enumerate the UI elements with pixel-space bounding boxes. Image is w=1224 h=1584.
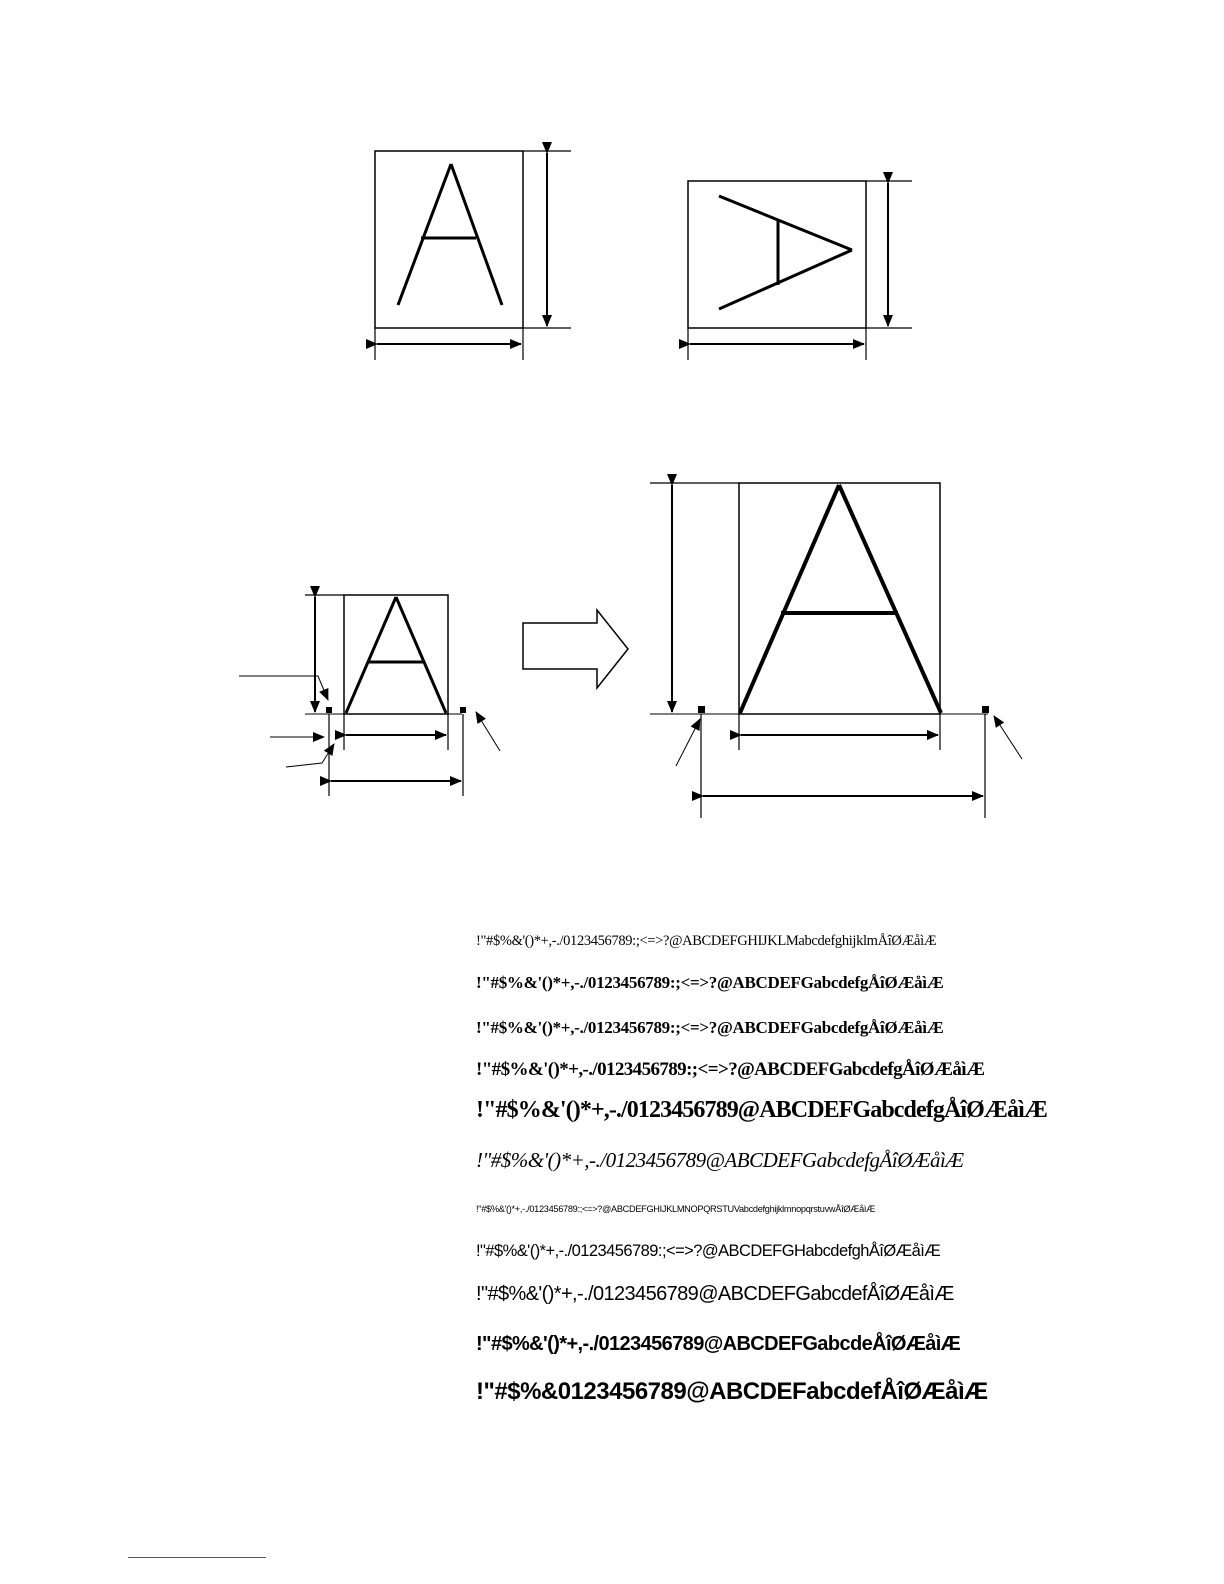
glyph-width-dimension	[739, 714, 940, 750]
font-sample-line-7: !"#$%&'()*+,-./0123456789:;<=>?@ABCDEFGHIJKLMNOPQRSTUVabcdefghijklmnopqrstuvwÅîØÆåìÆ	[476, 1204, 876, 1214]
origin-point	[698, 706, 705, 713]
advance-width-dimension	[701, 714, 985, 818]
glyph-width-dimension	[344, 714, 448, 750]
letter-a-large	[740, 485, 941, 713]
font-sample-line-5: !"#$%&'()*+,-./0123456789@ABCDEFGabcdefgÅîØÆåìÆ	[476, 1097, 1047, 1123]
width-dimension	[688, 328, 866, 360]
width-dimension	[375, 328, 523, 360]
font-sample-line-11: !"#$%&0123456789@ABCDEFabcdefÅîØÆåìÆ	[476, 1378, 988, 1405]
upright-character-cell	[375, 151, 571, 360]
leader-lines	[239, 676, 500, 767]
small-character-with-spacing	[239, 595, 500, 796]
next-origin-point	[982, 706, 989, 713]
next-origin-point	[460, 707, 466, 713]
height-dimension	[305, 595, 344, 712]
advance-width-dimension	[329, 714, 463, 796]
letter-a-upright	[398, 164, 502, 305]
enlargement-arrow	[523, 610, 628, 688]
font-sample-line-2: !"#$%&'()*+,-./0123456789:;<=>?@ABCDEFGabcdefgÅîØÆåìÆ	[476, 973, 944, 992]
font-sample-line-1: !"#$%&'()*+,-./0123456789:;<=>?@ABCDEFGHIJKLMabcdefghijklmÅîØÆåìÆ	[476, 933, 937, 949]
letter-a-rotated	[719, 196, 852, 309]
height-dimension	[650, 483, 739, 712]
font-sample-line-10: !"#$%&'()*+,-./0123456789@ABCDEFGabcdeÅîØÆåìÆ	[476, 1333, 961, 1355]
font-sample-line-8: !"#$%&'()*+,-./0123456789:;<=>?@ABCDEFGHabcdefghÅîØÆåìÆ	[476, 1242, 941, 1260]
font-sample-line-3: !"#$%&'()*+,-./0123456789:;<=>?@ABCDEFGabcdefgÅîØÆåìÆ	[476, 1018, 944, 1037]
font-sample-line-9: !"#$%&'()*+,-./0123456789@ABCDEFGabcdefÅîØÆåìÆ	[476, 1283, 954, 1305]
footnote-rule	[128, 1557, 266, 1558]
height-dimension	[523, 151, 571, 328]
letter-a-small	[346, 597, 446, 713]
font-sample-line-4: !"#$%&'()*+,-./0123456789:;<=>?@ABCDEFGabcdefgÅîØÆåìÆ	[476, 1059, 985, 1080]
leader-lines	[676, 716, 1022, 766]
origin-point	[326, 707, 332, 713]
font-sample-line-6: !"#$%&'()*+,-./0123456789@ABCDEFGabcdefgÅîØÆåìÆ	[476, 1148, 964, 1172]
rotated-character-cell	[688, 181, 912, 360]
enlarged-character-with-spacing	[650, 483, 1022, 818]
height-dimension	[866, 181, 912, 328]
